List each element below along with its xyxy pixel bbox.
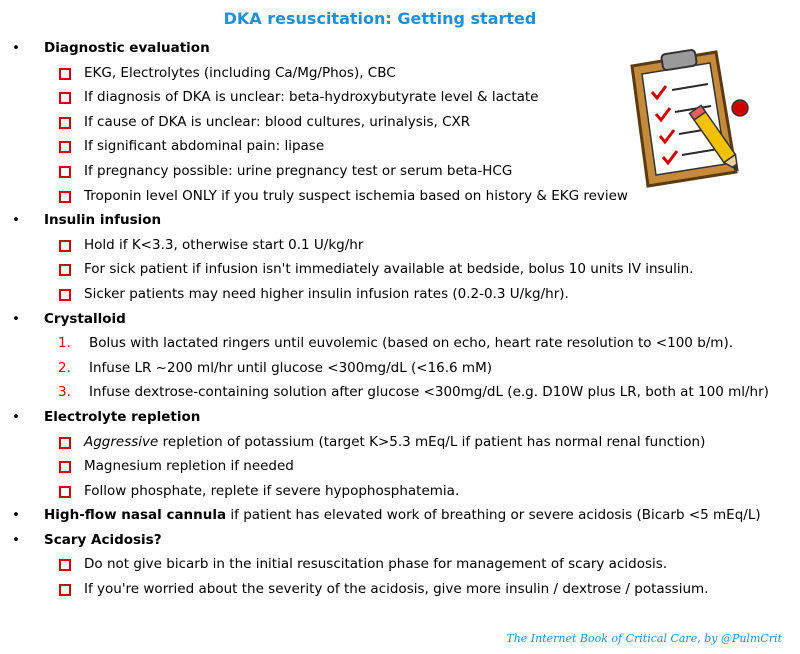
credit-line: The Internet Book of Critical Care, by @PulmCrit bbox=[506, 632, 782, 645]
bullet: • bbox=[12, 212, 20, 229]
list-item: If significant abdominal pain: lipase bbox=[0, 134, 800, 159]
section-high-flow-nasal-cannula bbox=[0, 503, 800, 528]
list-item: If cause of DKA is unclear: blood cultures, urinalysis, CXR bbox=[0, 110, 800, 135]
section-diagnostic-evaluation bbox=[0, 36, 800, 61]
item-number: 2. bbox=[58, 359, 71, 376]
list-item: Do not give bicarb in the initial resuscitation phase for management of scary acidosis. bbox=[0, 552, 800, 577]
list-item: If diagnosis of DKA is unclear: beta-hydroxybutyrate level & lactate bbox=[0, 85, 800, 110]
section-scary-acidosis bbox=[0, 528, 800, 553]
list-item: For sick patient if infusion isn't immediately available at bedside, bolus 10 units IV insulin. bbox=[0, 257, 800, 282]
list-item: Hold if K<3.3, otherwise start 0.1 U/kg/hr bbox=[0, 233, 800, 258]
bullet: • bbox=[12, 507, 20, 524]
checkbox-bullet-icon bbox=[59, 264, 71, 276]
checkbox-bullet-icon bbox=[59, 240, 71, 252]
checkbox-bullet-icon bbox=[59, 166, 71, 178]
list-item: If you're worried about the severity of the acidosis, give more insulin / dextrose / potassium. bbox=[0, 577, 800, 602]
section-electrolyte-repletion bbox=[0, 405, 800, 430]
checkbox-bullet-icon bbox=[59, 92, 71, 104]
list-item: If pregnancy possible: urine pregnancy test or serum beta-HCG bbox=[0, 159, 800, 184]
numbered-item: 3. Infuse dextrose-containing solution after glucose <300mg/dL (e.g. D10W plus LR, both at 100 ml/hr) bbox=[0, 380, 800, 405]
section-heading: Crystalloid bbox=[44, 310, 126, 327]
bullet: • bbox=[12, 310, 20, 327]
section-insulin-infusion bbox=[0, 208, 800, 233]
section-heading: Scary Acidosis? bbox=[44, 531, 162, 548]
checkbox-bullet-icon bbox=[59, 461, 71, 473]
list-item: Aggressive repletion of potassium (target K>5.3 mEq/L if patient has normal renal function) bbox=[0, 430, 800, 455]
section-inline-text: if patient has elevated work of breathing or severe acidosis (Bicarb <5 mEq/L) bbox=[226, 507, 761, 524]
checkbox-bullet-icon bbox=[59, 486, 71, 498]
item-number: 3. bbox=[58, 384, 71, 401]
numbered-item: 2. Infuse LR ~200 ml/hr until glucose <300mg/dL (<16.6 mM) bbox=[0, 356, 800, 381]
list-item: Troponin level ONLY if you truly suspect ischemia based on history & EKG review bbox=[0, 184, 800, 209]
list-item: Sicker patients may need higher insulin infusion rates (0.2-0.3 U/kg/hr). bbox=[0, 282, 800, 307]
bullet: • bbox=[12, 40, 20, 56]
numbered-item: 1. Bolus with lactated ringers until euvolemic (based on echo, heart rate resolution to <100 b/m). bbox=[0, 331, 800, 356]
checkbox-bullet-icon bbox=[59, 141, 71, 153]
page-title: DKA resuscitation: Getting started bbox=[223, 9, 537, 28]
section-heading: Insulin infusion bbox=[44, 212, 162, 229]
checkbox-bullet-icon bbox=[59, 68, 71, 80]
checkbox-bullet-icon bbox=[59, 289, 71, 301]
section-crystalloid bbox=[0, 307, 800, 332]
item-number: 1. bbox=[58, 335, 71, 352]
bullet: • bbox=[12, 408, 20, 425]
bullet: • bbox=[12, 531, 20, 548]
list-item: Magnesium repletion if needed bbox=[0, 454, 800, 479]
list-item: EKG, Electrolytes (including Ca/Mg/Phos), CBC bbox=[0, 61, 800, 86]
checkbox-bullet-icon bbox=[59, 191, 71, 203]
checkbox-bullet-icon bbox=[59, 584, 71, 596]
checkbox-bullet-icon bbox=[59, 437, 71, 449]
list-item: Follow phosphate, replete if severe hypophosphatemia. bbox=[0, 479, 800, 504]
checklist bbox=[0, 36, 800, 602]
section-heading: High-flow nasal cannula bbox=[44, 507, 227, 524]
checkbox-bullet-icon bbox=[59, 559, 71, 571]
section-heading: Diagnostic evaluation bbox=[44, 40, 210, 56]
section-heading: Electrolyte repletion bbox=[44, 408, 201, 425]
checkbox-bullet-icon bbox=[59, 117, 71, 129]
